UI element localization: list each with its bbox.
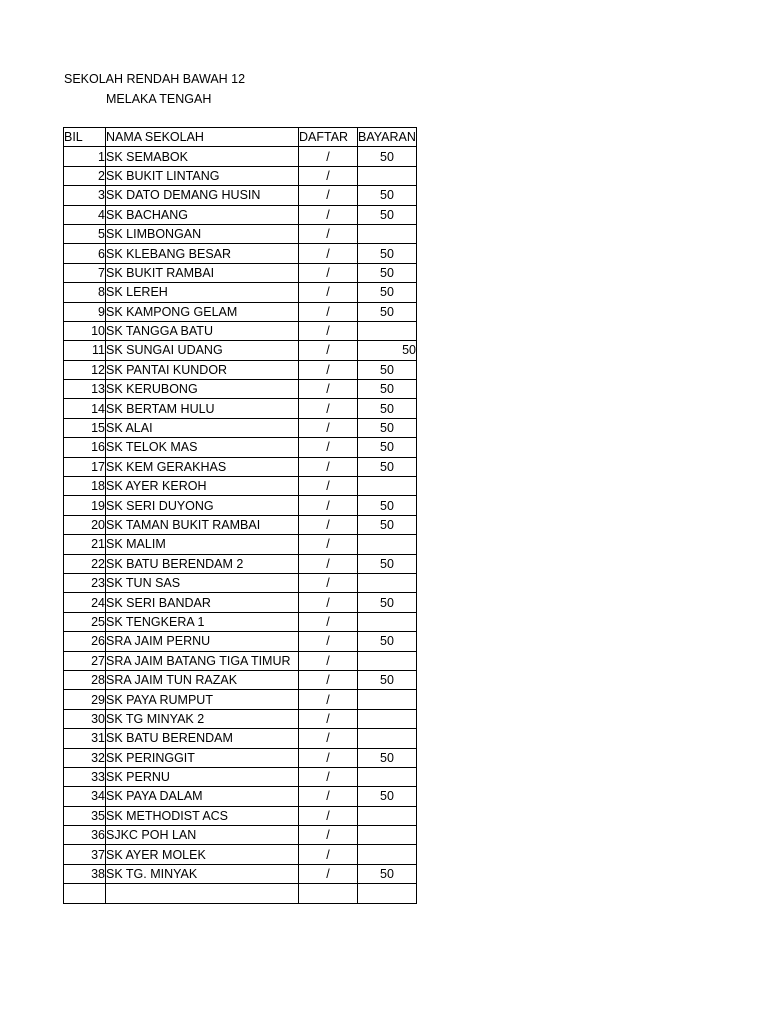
bil-cell: 1 (64, 147, 106, 166)
daftar-cell: / (299, 380, 358, 399)
table-row (64, 787, 417, 806)
bayaran-cell: 50 (358, 670, 417, 689)
bil-cell: 14 (64, 399, 106, 418)
table-row (64, 360, 417, 379)
bayaran-cell: 50 (358, 380, 417, 399)
school-name-cell (106, 884, 299, 903)
bayaran-cell (358, 224, 417, 243)
daftar-cell: / (299, 186, 358, 205)
school-name-cell: SK DATO DEMANG HUSIN (106, 186, 299, 205)
school-name-cell: SK BATU BERENDAM 2 (106, 554, 299, 573)
page-title: SEKOLAH RENDAH BAWAH 12 (64, 72, 246, 86)
bil-cell: 26 (64, 632, 106, 651)
column-header-nama-sekolah: NAMA SEKOLAH (106, 128, 299, 147)
daftar-cell: / (299, 515, 358, 534)
table-row (64, 263, 417, 282)
daftar-cell: / (299, 205, 358, 224)
school-name-cell: SK BACHANG (106, 205, 299, 224)
bayaran-cell: 50 (358, 632, 417, 651)
school-name-cell: SK TUN SAS (106, 573, 299, 592)
table-header-row (64, 128, 417, 147)
bayaran-cell: 50 (358, 515, 417, 534)
bil-cell: 2 (64, 166, 106, 185)
bil-cell: 3 (64, 186, 106, 205)
table-row (64, 864, 417, 883)
daftar-cell: / (299, 612, 358, 631)
daftar-cell: / (299, 457, 358, 476)
bayaran-cell: 50 (358, 283, 417, 302)
bil-cell: 5 (64, 224, 106, 243)
bayaran-cell: 50 (358, 593, 417, 612)
school-name-cell: SK PANTAI KUNDOR (106, 360, 299, 379)
bayaran-cell: 50 (358, 554, 417, 573)
school-name-cell: SK PERINGGIT (106, 748, 299, 767)
table-row (64, 438, 417, 457)
school-name-cell: SK PERNU (106, 767, 299, 786)
daftar-cell: / (299, 632, 358, 651)
school-name-cell: SK TAMAN BUKIT RAMBAI (106, 515, 299, 534)
table-row (64, 224, 417, 243)
bayaran-cell: 50 (358, 438, 417, 457)
daftar-cell: / (299, 535, 358, 554)
school-name-cell: SRA JAIM BATANG TIGA TIMUR (106, 651, 299, 670)
daftar-cell: / (299, 438, 358, 457)
daftar-cell: / (299, 709, 358, 728)
bil-cell: 22 (64, 554, 106, 573)
table-row (64, 321, 417, 340)
table-row (64, 399, 417, 418)
bayaran-cell (358, 845, 417, 864)
bayaran-cell: 50 (358, 418, 417, 437)
school-table (63, 127, 417, 904)
bayaran-cell (358, 729, 417, 748)
table-row (64, 283, 417, 302)
daftar-cell: / (299, 399, 358, 418)
daftar-cell: / (299, 166, 358, 185)
table-row (64, 806, 417, 825)
bil-cell: 4 (64, 205, 106, 224)
daftar-cell: / (299, 864, 358, 883)
bayaran-cell (358, 321, 417, 340)
bil-cell: 27 (64, 651, 106, 670)
bayaran-cell: 50 (358, 787, 417, 806)
daftar-cell (299, 884, 358, 903)
school-name-cell: SK SUNGAI UDANG (106, 341, 299, 360)
school-name-cell: SK TG. MINYAK (106, 864, 299, 883)
bayaran-cell: 50 (358, 147, 417, 166)
bil-cell: 23 (64, 573, 106, 592)
daftar-cell: / (299, 244, 358, 263)
bil-cell: 36 (64, 826, 106, 845)
school-name-cell: SK METHODIST ACS (106, 806, 299, 825)
bil-cell: 33 (64, 767, 106, 786)
bil-cell: 24 (64, 593, 106, 612)
table-row (64, 205, 417, 224)
daftar-cell: / (299, 263, 358, 282)
school-name-cell: SK KLEBANG BESAR (106, 244, 299, 263)
table-row (64, 418, 417, 437)
bil-cell: 6 (64, 244, 106, 263)
bayaran-cell: 50 (358, 496, 417, 515)
bayaran-cell: 50 (358, 457, 417, 476)
bil-cell: 18 (64, 477, 106, 496)
daftar-cell: / (299, 418, 358, 437)
daftar-cell: / (299, 573, 358, 592)
school-name-cell: SK KEM GERAKHAS (106, 457, 299, 476)
table-row (64, 690, 417, 709)
school-name-cell: SK BUKIT LINTANG (106, 166, 299, 185)
table-row (64, 612, 417, 631)
table-row (64, 651, 417, 670)
bayaran-cell (358, 806, 417, 825)
bil-cell: 17 (64, 457, 106, 476)
daftar-cell: / (299, 767, 358, 786)
school-name-cell: SK KAMPONG GELAM (106, 302, 299, 321)
table-row (64, 748, 417, 767)
bil-cell: 21 (64, 535, 106, 554)
school-name-cell: SK LEREH (106, 283, 299, 302)
daftar-cell: / (299, 670, 358, 689)
bayaran-cell (358, 477, 417, 496)
bil-cell: 28 (64, 670, 106, 689)
bil-cell: 25 (64, 612, 106, 631)
bayaran-cell (358, 709, 417, 728)
table-row (64, 593, 417, 612)
bil-cell: 15 (64, 418, 106, 437)
bayaran-cell: 50 (358, 205, 417, 224)
daftar-cell: / (299, 341, 358, 360)
bil-cell: 20 (64, 515, 106, 534)
bayaran-cell: 50 (358, 186, 417, 205)
school-name-cell: SK KERUBONG (106, 380, 299, 399)
table-row (64, 573, 417, 592)
bayaran-cell: 50 (358, 748, 417, 767)
daftar-cell: / (299, 360, 358, 379)
table-row (64, 729, 417, 748)
bayaran-cell: 50 (358, 360, 417, 379)
daftar-cell: / (299, 321, 358, 340)
school-name-cell: SK TELOK MAS (106, 438, 299, 457)
bil-cell: 32 (64, 748, 106, 767)
bil-cell: 31 (64, 729, 106, 748)
bil-cell: 11 (64, 341, 106, 360)
bil-cell: 8 (64, 283, 106, 302)
daftar-cell: / (299, 477, 358, 496)
table-row (64, 477, 417, 496)
table-row (64, 554, 417, 573)
column-header-daftar: DAFTAR (299, 128, 358, 147)
table-body (64, 147, 417, 903)
bil-cell: 12 (64, 360, 106, 379)
daftar-cell: / (299, 496, 358, 515)
daftar-cell: / (299, 690, 358, 709)
page-subtitle: MELAKA TENGAH (106, 92, 212, 106)
daftar-cell: / (299, 147, 358, 166)
table-row (64, 845, 417, 864)
school-name-cell: SK AYER KEROH (106, 477, 299, 496)
table-row (64, 884, 417, 903)
school-name-cell: SK BUKIT RAMBAI (106, 263, 299, 282)
table-row (64, 632, 417, 651)
school-name-cell: SK PAYA RUMPUT (106, 690, 299, 709)
table-row (64, 496, 417, 515)
daftar-cell: / (299, 729, 358, 748)
column-header-bayaran: BAYARAN (358, 128, 417, 147)
bayaran-cell (358, 884, 417, 903)
bil-cell: 37 (64, 845, 106, 864)
school-name-cell: SK TANGGA BATU (106, 321, 299, 340)
bayaran-cell: 50 (358, 302, 417, 321)
school-name-cell: SRA JAIM PERNU (106, 632, 299, 651)
school-name-cell: SK TENGKERA 1 (106, 612, 299, 631)
bil-cell: 13 (64, 380, 106, 399)
school-name-cell: SK ALAI (106, 418, 299, 437)
bayaran-cell (358, 612, 417, 631)
bayaran-cell: 50 (358, 864, 417, 883)
table-row (64, 515, 417, 534)
bil-cell: 10 (64, 321, 106, 340)
school-name-cell: SK SERI DUYONG (106, 496, 299, 515)
table-row (64, 166, 417, 185)
daftar-cell: / (299, 748, 358, 767)
school-name-cell: SK BATU BERENDAM (106, 729, 299, 748)
bayaran-cell (358, 767, 417, 786)
column-header-bil: BIL (64, 128, 106, 147)
bil-cell: 38 (64, 864, 106, 883)
table-row (64, 767, 417, 786)
table-row (64, 670, 417, 689)
bayaran-cell: 50 (358, 399, 417, 418)
daftar-cell: / (299, 224, 358, 243)
bil-cell: 34 (64, 787, 106, 806)
bayaran-cell: 50 (358, 341, 417, 360)
table-row (64, 244, 417, 263)
daftar-cell: / (299, 826, 358, 845)
bayaran-cell (358, 651, 417, 670)
daftar-cell: / (299, 787, 358, 806)
table-row (64, 709, 417, 728)
daftar-cell: / (299, 845, 358, 864)
daftar-cell: / (299, 651, 358, 670)
daftar-cell: / (299, 593, 358, 612)
bayaran-cell (358, 826, 417, 845)
school-name-cell: SK SEMABOK (106, 147, 299, 166)
bayaran-cell: 50 (358, 244, 417, 263)
bil-cell: 19 (64, 496, 106, 515)
bayaran-cell (358, 166, 417, 185)
bil-cell: 16 (64, 438, 106, 457)
bil-cell: 7 (64, 263, 106, 282)
daftar-cell: / (299, 806, 358, 825)
school-name-cell: SK TG MINYAK 2 (106, 709, 299, 728)
bayaran-cell (358, 535, 417, 554)
table-row (64, 380, 417, 399)
table-row (64, 302, 417, 321)
school-name-cell: SK MALIM (106, 535, 299, 554)
bil-cell: 35 (64, 806, 106, 825)
table-row (64, 186, 417, 205)
table-row (64, 341, 417, 360)
daftar-cell: / (299, 283, 358, 302)
school-name-cell: SK BERTAM HULU (106, 399, 299, 418)
bil-cell: 30 (64, 709, 106, 728)
daftar-cell: / (299, 554, 358, 573)
school-name-cell: SK SERI BANDAR (106, 593, 299, 612)
table-row (64, 535, 417, 554)
school-name-cell: SK AYER MOLEK (106, 845, 299, 864)
table-row (64, 457, 417, 476)
bayaran-cell (358, 573, 417, 592)
table-row (64, 826, 417, 845)
bil-cell: 29 (64, 690, 106, 709)
table-row (64, 147, 417, 166)
bayaran-cell: 50 (358, 263, 417, 282)
bayaran-cell (358, 690, 417, 709)
school-name-cell: SK PAYA DALAM (106, 787, 299, 806)
bil-cell (64, 884, 106, 903)
school-name-cell: SK LIMBONGAN (106, 224, 299, 243)
daftar-cell: / (299, 302, 358, 321)
school-name-cell: SRA JAIM TUN RAZAK (106, 670, 299, 689)
bil-cell: 9 (64, 302, 106, 321)
school-name-cell: SJKC POH LAN (106, 826, 299, 845)
